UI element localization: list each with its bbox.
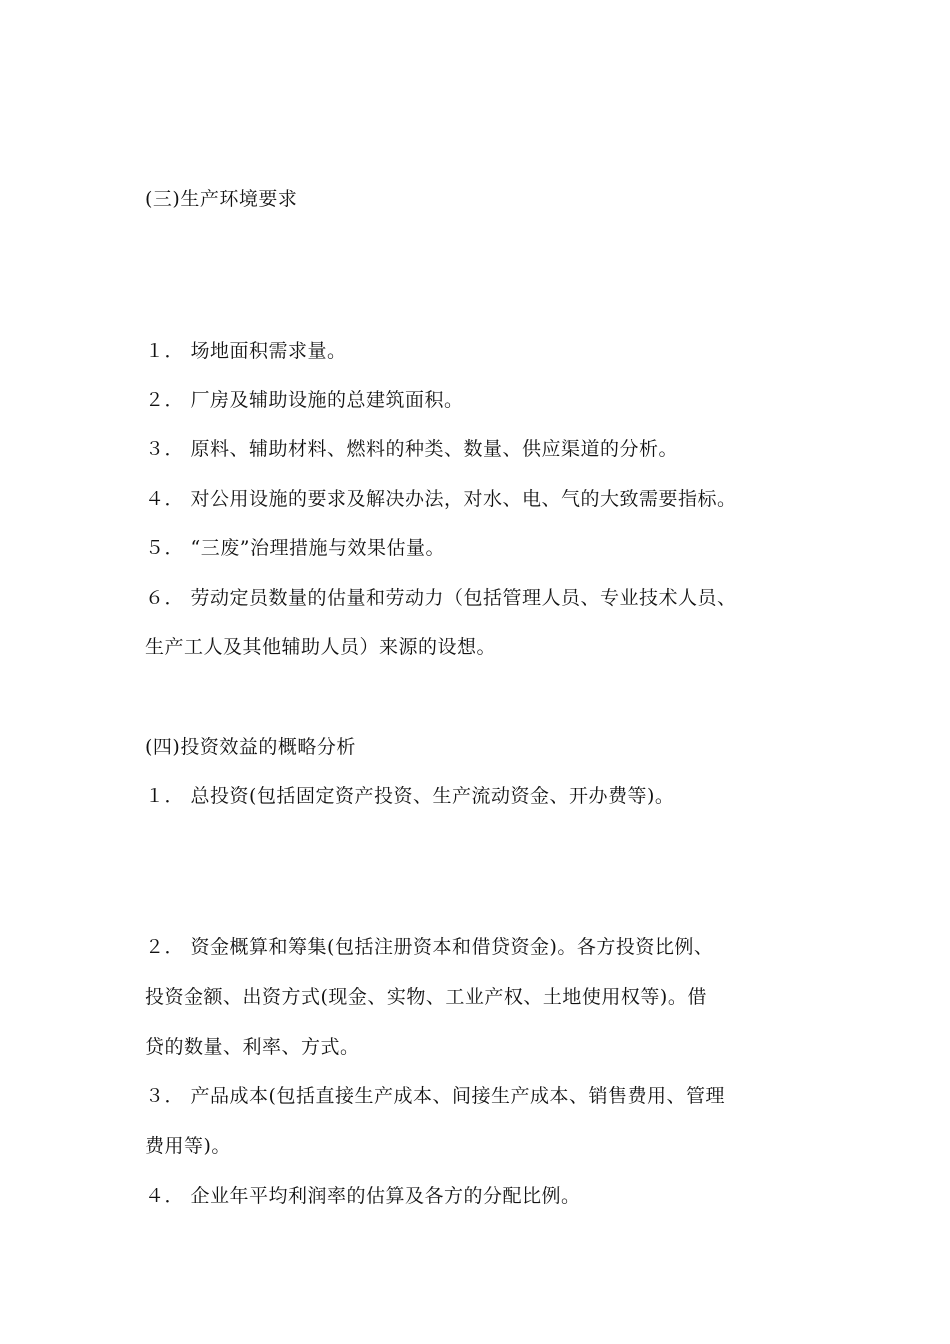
- section-3-item-6: ６． 劳动定员数量的估量和劳动力（包括管理人员、专业技术人员、: [145, 587, 737, 609]
- section-3-item-5: ５． “三废”治理措施与效果估量。: [145, 537, 445, 559]
- section-3-item-1: １． 场地面积需求量。: [145, 340, 347, 362]
- section-4-item-3-continued: 费用等)。: [145, 1135, 231, 1157]
- section-3-heading: (三)生产环境要求: [145, 188, 298, 210]
- section-4-item-2-continued-1: 投资金额、出资方式(现金、实物、工业产权、土地使用权等)。借: [145, 986, 707, 1008]
- section-4-item-3: ３． 产品成本(包括直接生产成本、间接生产成本、销售费用、管理: [145, 1085, 725, 1107]
- section-3-item-2: ２． 厂房及辅助设施的总建筑面积。: [145, 389, 464, 411]
- section-3-item-6-continued: 生产工人及其他辅助人员）来源的设想。: [145, 636, 497, 658]
- section-4-heading: (四)投资效益的概略分析: [145, 736, 356, 758]
- section-4-item-1: １． 总投资(包括固定资产投资、生产流动资金、开办费等)。: [145, 785, 675, 807]
- section-3-item-4: ４． 对公用设施的要求及解决办法，对水、电、气的大致需要指标。: [145, 488, 737, 510]
- section-4-item-2: ２． 资金概算和筹集(包括注册资本和借贷资金)。各方投资比例、: [145, 936, 714, 958]
- section-3-item-3: ３． 原料、辅助材料、燃料的种类、数量、供应渠道的分析。: [145, 438, 679, 460]
- section-4-item-4: ４． 企业年平均利润率的估算及各方的分配比例。: [145, 1185, 581, 1207]
- section-4-item-2-continued-2: 贷的数量、利率、方式。: [145, 1036, 360, 1058]
